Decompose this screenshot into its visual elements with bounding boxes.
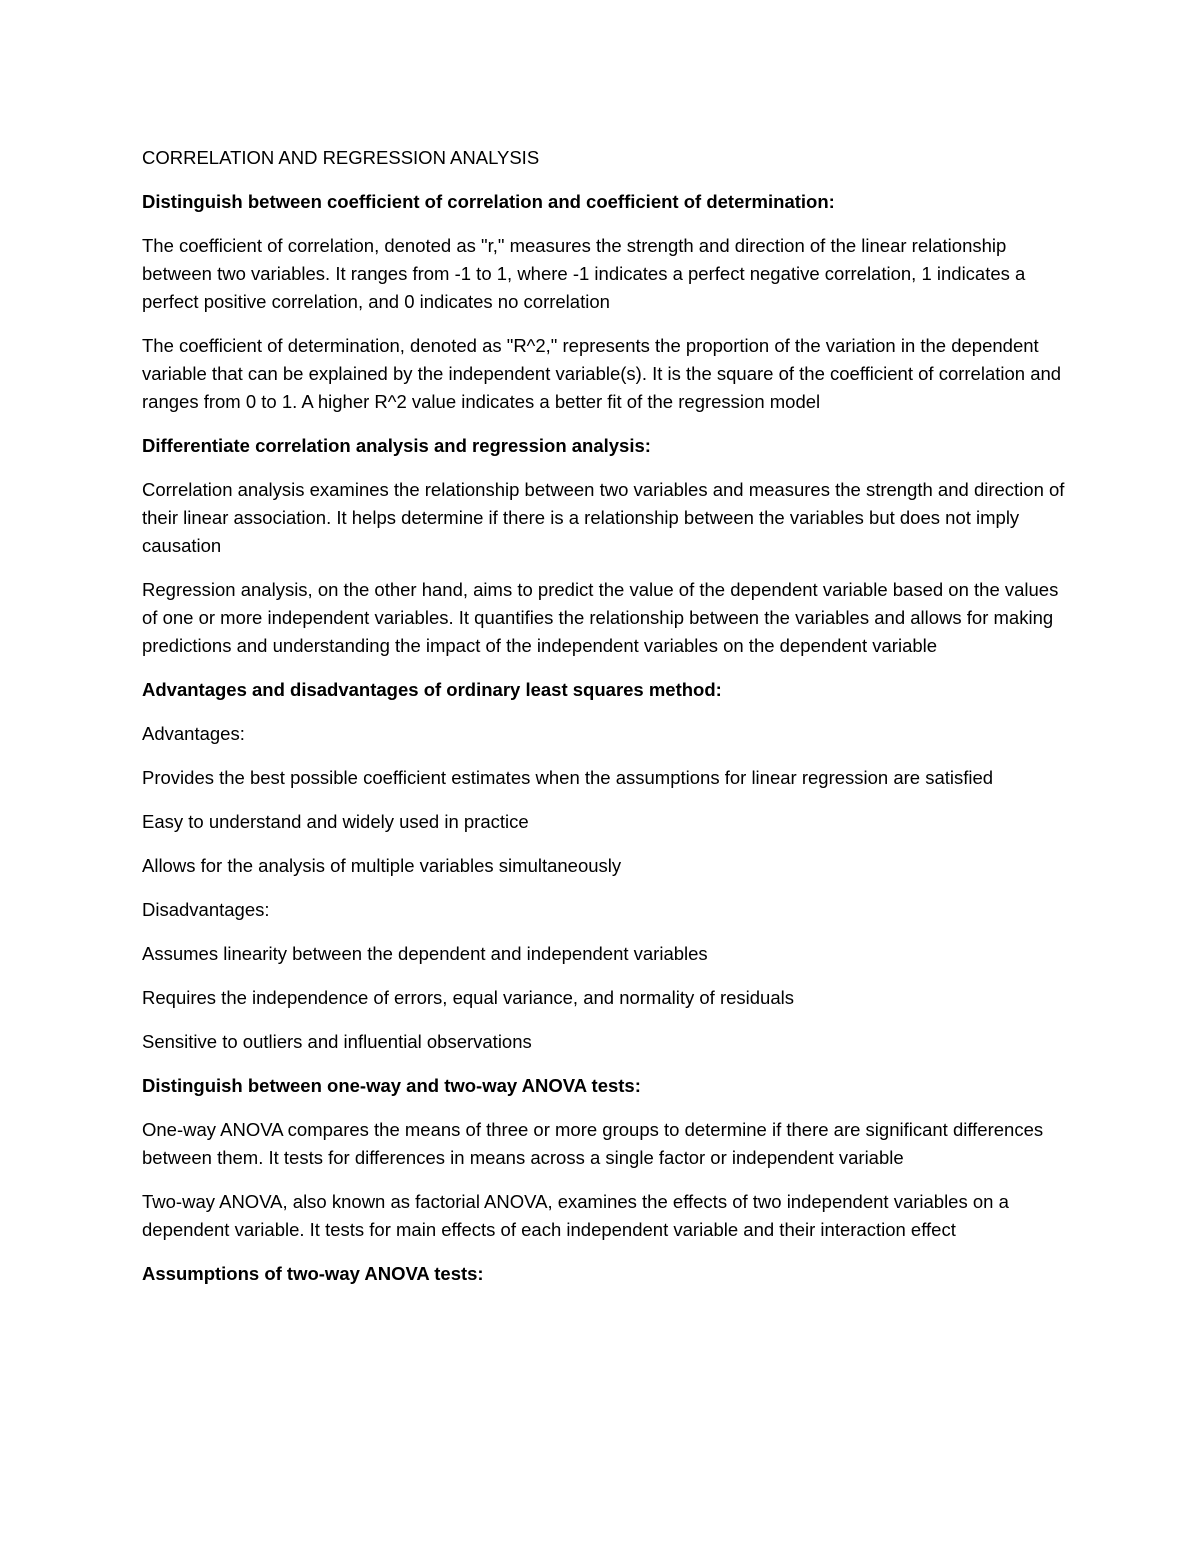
advantage-item: Allows for the analysis of multiple variables simultaneously xyxy=(142,855,622,876)
paragraph-correlation-analysis: Correlation analysis examines the relationship between two variables and measures the strength and direction of their linear association. It helps determine if there is a relationship between the variables but does not imply causation xyxy=(142,479,1065,556)
disadvantage-item: Assumes linearity between the dependent and independent variables xyxy=(142,943,708,964)
advantage-item: Easy to understand and widely used in practice xyxy=(142,811,529,832)
paragraph-regression-analysis: Regression analysis, on the other hand, aims to predict the value of the dependent variable based on the values of one or more independent variables. It quantifies the relationship between the variables and allows for making predictions and understanding the impact of the independent variables on the dependent variable xyxy=(142,579,1059,656)
document-page xyxy=(142,144,1067,1304)
paragraph-two-way-anova: Two-way ANOVA, also known as factorial ANOVA, examines the effects of two independent variables on a dependent variable. It tests for main effects of each independent variable and their interaction effect xyxy=(142,1191,1009,1240)
section-heading-ols: Advantages and disadvantages of ordinary least squares method: xyxy=(142,679,722,700)
paragraph-coefficient-correlation: The coefficient of correlation, denoted as "r," measures the strength and direction of the linear relationship between two variables. It ranges from -1 to 1, where -1 indicates a perfect negative correlation, 1 indicates a perfect positive correlation, and 0 indicates no correlation xyxy=(142,235,1026,312)
section-heading-correlation-vs-regression: Differentiate correlation analysis and regression analysis: xyxy=(142,435,651,456)
disadvantages-label: Disadvantages: xyxy=(142,899,270,920)
disadvantage-item: Requires the independence of errors, equal variance, and normality of residuals xyxy=(142,987,794,1008)
advantages-label: Advantages: xyxy=(142,723,245,744)
section-heading-coefficients: Distinguish between coefficient of correlation and coefficient of determination: xyxy=(142,191,835,212)
disadvantage-item: Sensitive to outliers and influential observations xyxy=(142,1031,532,1052)
section-heading-anova: Distinguish between one-way and two-way ANOVA tests: xyxy=(142,1075,641,1096)
section-heading-anova-assumptions: Assumptions of two-way ANOVA tests: xyxy=(142,1263,484,1284)
paragraph-coefficient-determination: The coefficient of determination, denoted as "R^2," represents the proportion of the variation in the dependent variable that can be explained by the independent variable(s). It is the square of the coefficient of correlation and ranges from 0 to 1. A higher R^2 value indicates a better fit of the regression model xyxy=(142,335,1062,412)
advantage-item: Provides the best possible coefficient estimates when the assumptions for linear regression are satisfied xyxy=(142,767,994,788)
paragraph-one-way-anova: One-way ANOVA compares the means of three or more groups to determine if there are significant differences between them. It tests for differences in means across a single factor or independent variable xyxy=(142,1119,1044,1168)
document-title: CORRELATION AND REGRESSION ANALYSIS xyxy=(142,147,540,168)
